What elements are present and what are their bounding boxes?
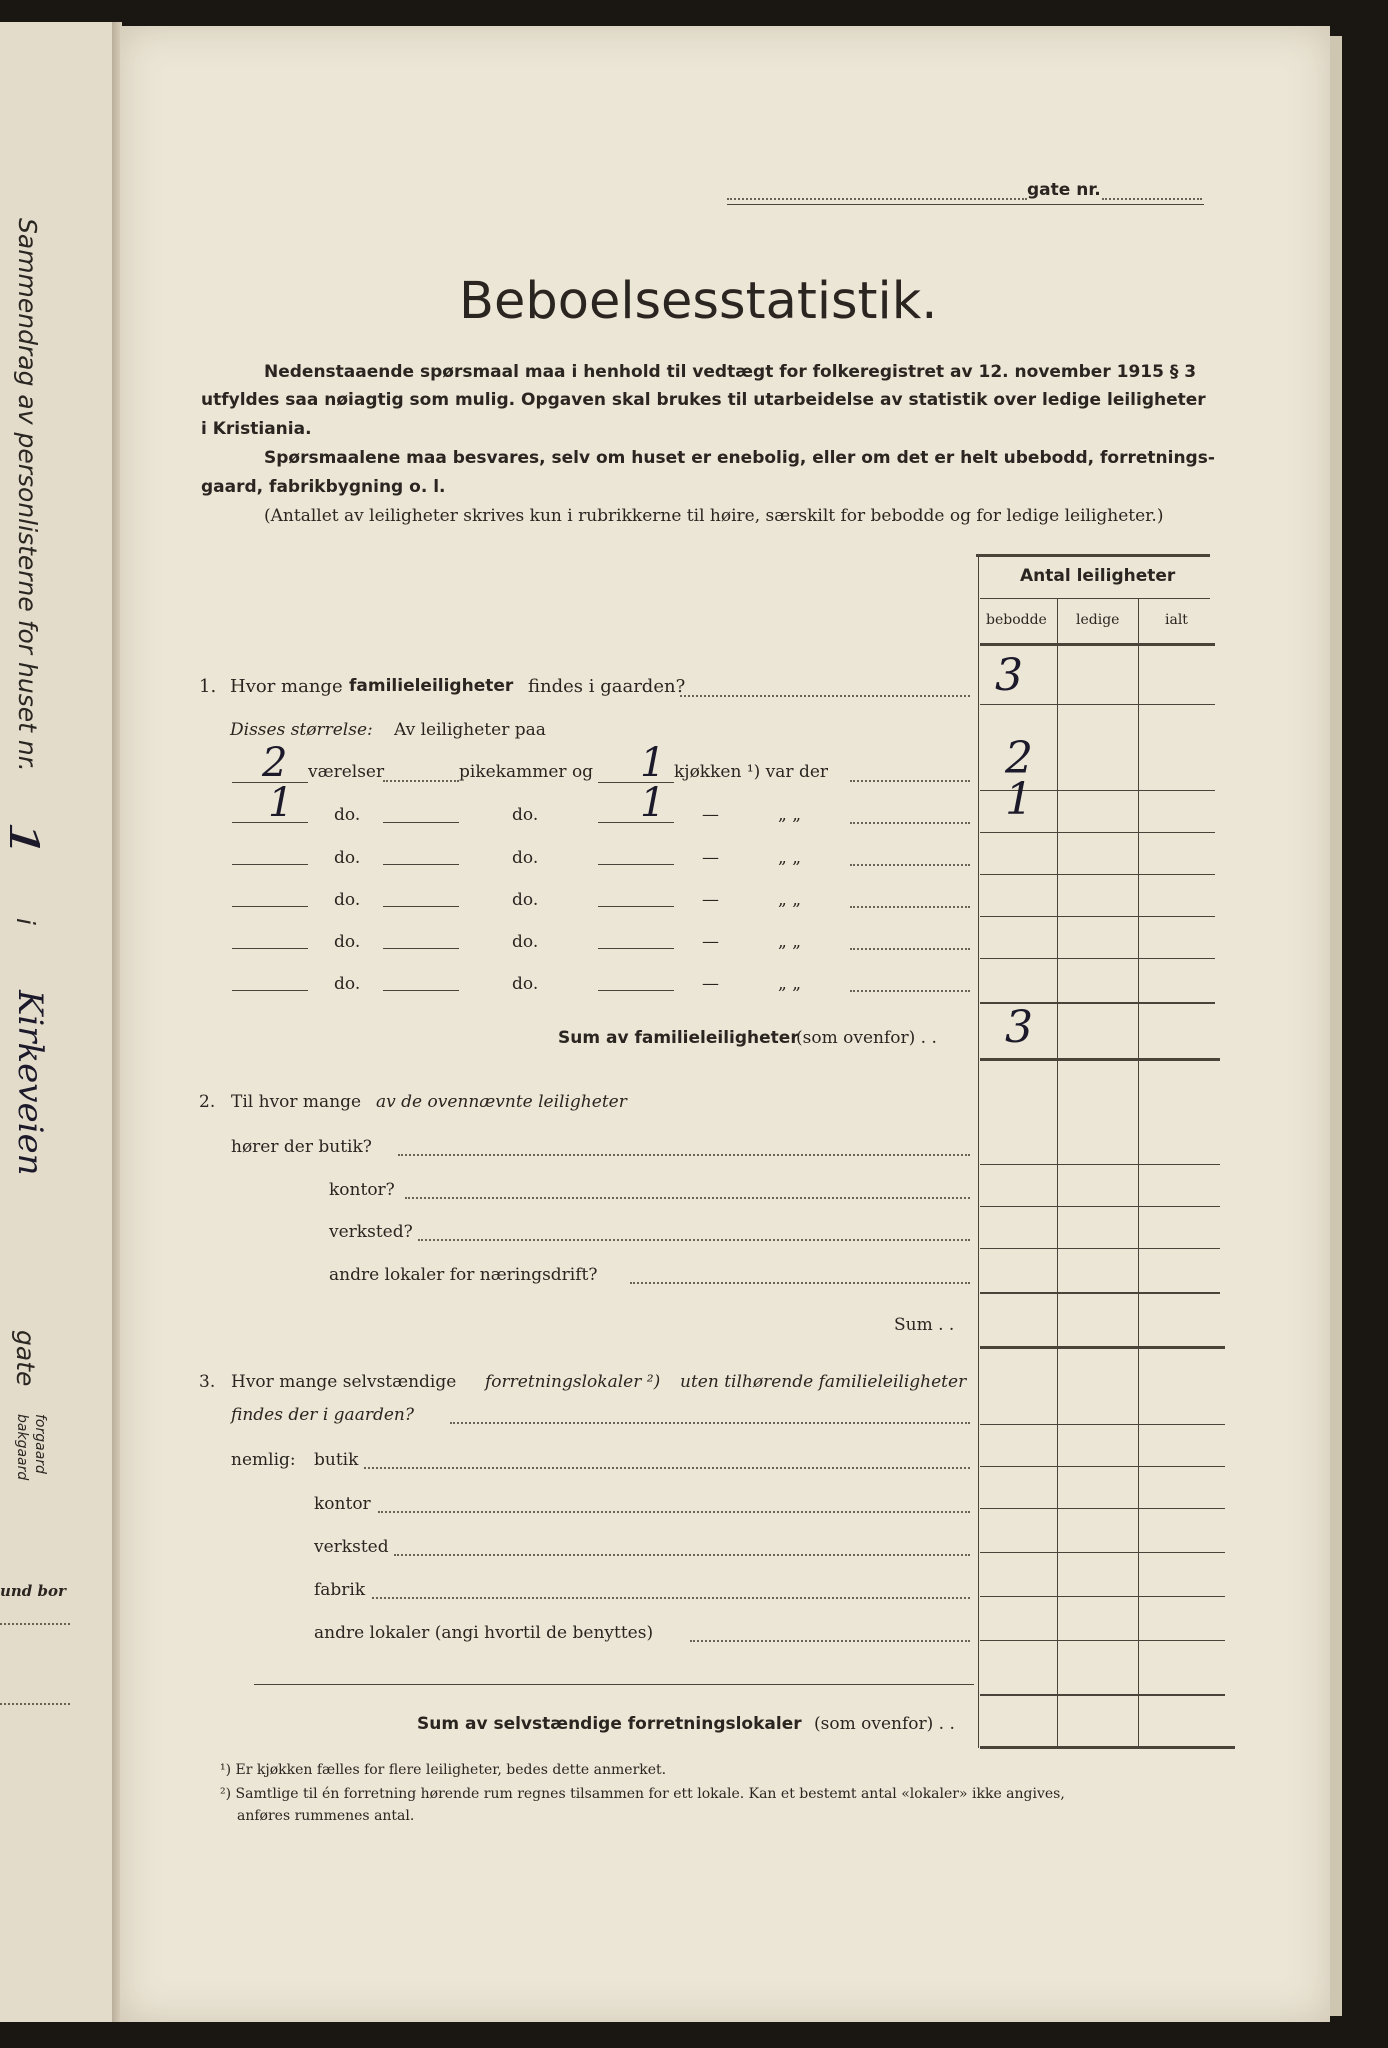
row-count-value: 1 — [1005, 774, 1033, 825]
leader-dots — [418, 1239, 970, 1241]
footnote-2a: ²) Samtlige til én forretning hørende rum regnes tilsammen for ett lokale. Kan et bestemt antal «lokaler» ikke angives, — [220, 1786, 1065, 1802]
table-title: Antal leiligheter — [1020, 566, 1176, 586]
dash: — — [702, 890, 719, 910]
rooms-line — [232, 990, 308, 991]
page-title: Beboelsesstatistik. — [459, 272, 938, 331]
leader-dots — [850, 906, 970, 908]
do-label: do. — [512, 848, 539, 868]
footnote-2b: anføres rummenes antal. — [237, 1808, 415, 1824]
q1-sum-label: Sum av familieleiligheter — [558, 1028, 799, 1048]
row-rule — [980, 874, 1215, 875]
table-col-line — [978, 556, 979, 1748]
page-edge — [1330, 36, 1342, 2016]
intro-line-6: (Antallet av leiligheter skrives kun i rubrikkerne til høire, særskilt for bebodde og for ledige leiligheter.) — [264, 506, 1164, 526]
q2-number: 2. — [199, 1092, 216, 1112]
q2-butik: hører der butik? — [231, 1137, 372, 1157]
col-ialt: ialt — [1165, 612, 1188, 628]
rooms-value: 2 — [262, 740, 288, 786]
q3-sum-label-rest: (som ovenfor) . . — [814, 1714, 955, 1734]
row-rule — [980, 1596, 1225, 1597]
do-label: do. — [334, 890, 361, 910]
q3-text-d: findes der i gaarden? — [231, 1405, 414, 1425]
kitchen-line — [598, 948, 674, 949]
leader-dots — [850, 864, 970, 866]
kitchen-line — [598, 864, 674, 865]
leader-dots — [405, 1197, 970, 1199]
leader-dots — [630, 1282, 970, 1284]
q3-nemlig: nemlig: — [231, 1450, 296, 1470]
kitchen-line — [598, 822, 674, 823]
row-rule — [980, 1424, 1225, 1425]
pikekammer-line — [383, 822, 459, 823]
dash: — — [702, 974, 719, 994]
q3-text-a: Hvor mange selvstændige — [231, 1372, 457, 1392]
q1-text-a: Hvor mange — [230, 676, 343, 697]
kitchen-line — [598, 906, 674, 907]
row-rule — [980, 1248, 1220, 1249]
ditto-marks: „ „ — [778, 848, 802, 868]
margin-summary-text: Sammendrag av personlisterne for huset nr. — [13, 218, 42, 772]
table-bottom-rule — [980, 1746, 1235, 1749]
q2-verksted: verksted? — [329, 1222, 413, 1242]
row-rule — [980, 958, 1215, 959]
section-rule — [980, 1346, 1225, 1349]
dash: — — [702, 805, 719, 825]
q3-butik: butik — [314, 1450, 359, 1470]
table-header-rule — [980, 598, 1210, 599]
q3-fabrik: fabrik — [314, 1580, 366, 1600]
margin-forgaard: forgaard — [32, 1414, 48, 1474]
do-label: do. — [512, 932, 539, 952]
intro-line-2: utfyldes saa nøiagtig som mulig. Opgaven skal brukes til utarbeidelse av statistik over ledige leiligheter — [201, 390, 1206, 410]
q3-text-b: forretningslokaler ²) — [485, 1372, 661, 1392]
leader-dots — [394, 1554, 970, 1556]
row-rule — [980, 704, 1215, 705]
leader-dots — [364, 1467, 970, 1469]
do-label: do. — [334, 974, 361, 994]
kitchen-value: 1 — [640, 780, 666, 826]
col-bebodde: bebodde — [986, 612, 1047, 628]
do-label: do. — [512, 890, 539, 910]
intro-line-1: Nedenstaaende spørsmaal maa i henhold til vedtægt for folkeregistret av 12. november 1915 § 3 — [264, 362, 1197, 382]
leader-dots — [450, 1422, 970, 1424]
dash: — — [702, 932, 719, 952]
table-col-line — [1057, 598, 1058, 1748]
ditto-marks: „ „ — [778, 890, 802, 910]
gate-dotted-line — [727, 198, 1027, 200]
footnote-1: ¹) Er kjøkken fælles for flere leiligheter, bedes dette anmerket. — [220, 1762, 667, 1778]
q1-sum-label-rest: (som ovenfor) . . — [796, 1028, 937, 1048]
intro-line-5: gaard, fabrikbygning o. l. — [201, 477, 446, 497]
do-label: do. — [334, 805, 361, 825]
pikekammer-line — [383, 948, 459, 949]
kjokken-label: kjøkken ¹) var der — [674, 762, 829, 782]
pikekammer-line — [383, 780, 459, 782]
q3-sum-label: Sum av selvstændige forretningslokaler — [417, 1714, 802, 1734]
section-rule — [980, 1058, 1220, 1061]
margin-conj: i — [11, 918, 40, 925]
q2-text-b: av de ovennævnte leiligheter — [376, 1092, 627, 1112]
margin-house-number: 1 — [0, 820, 46, 861]
dash: — — [702, 848, 719, 868]
table-header-bottom-rule — [980, 643, 1215, 646]
rooms-value: 1 — [268, 780, 294, 826]
leader-dots — [850, 822, 970, 824]
row-rule — [980, 1640, 1225, 1641]
q3-text-c: uten tilhørende familieleiligheter — [680, 1372, 967, 1392]
do-label: do. — [512, 805, 539, 825]
pikekammer-line — [383, 906, 459, 907]
leader-dots — [372, 1597, 970, 1599]
intro-line-4: Spørsmaalene maa besvares, selv om huset er enebolig, eller om det er helt ubebodd, forretnings- — [264, 448, 1215, 468]
ditto-marks: „ „ — [778, 932, 802, 952]
leader-dots — [850, 990, 970, 992]
kitchen-value: 1 — [640, 740, 666, 786]
do-label: do. — [334, 848, 361, 868]
leader-dots — [378, 1511, 970, 1513]
q3-kontor: kontor — [314, 1494, 371, 1514]
q2-text-a: Til hvor mange — [231, 1092, 362, 1112]
col-ledige: ledige — [1076, 612, 1120, 628]
q1-sum-value: 3 — [1005, 1002, 1033, 1053]
leader-dots — [398, 1154, 970, 1156]
row-rule — [980, 1466, 1225, 1467]
row-rule — [980, 916, 1215, 917]
leader-dots — [680, 695, 970, 697]
rooms-line — [232, 906, 308, 907]
q3-number: 3. — [199, 1372, 216, 1392]
q2-kontor: kontor? — [329, 1180, 395, 1200]
rooms-line — [232, 948, 308, 949]
q2-andre: andre lokaler for næringsdrift? — [329, 1265, 598, 1285]
q2-sum: Sum . . — [894, 1315, 955, 1335]
pikekammer-line — [383, 990, 459, 991]
vaerelser-label: værelser — [308, 762, 385, 782]
margin-dotted-line — [0, 1703, 70, 1705]
q1-sizes-label: Disses størrelse: — [230, 720, 373, 740]
intro-line-3: i Kristiania. — [201, 419, 312, 439]
row-rule — [980, 1164, 1220, 1165]
pikekammer-label: pikekammer og — [459, 762, 594, 782]
leader-dots — [850, 780, 970, 782]
q1-sizes-text: Av leiligheter paa — [394, 720, 546, 740]
q1-text-c: findes i gaarden? — [528, 676, 686, 697]
row-rule — [980, 1206, 1220, 1207]
table-col-line — [1138, 598, 1139, 1748]
ditto-marks: „ „ — [778, 805, 802, 825]
margin-gate-label: gate — [11, 1330, 40, 1387]
margin-und-bor: und bor — [0, 1582, 66, 1600]
pikekammer-line — [383, 864, 459, 865]
margin-street-name: Kirkeveien — [10, 990, 50, 1176]
q1-number: 1. — [199, 676, 217, 697]
row-rule — [980, 832, 1215, 833]
gate-nr-label: gate nr. — [1027, 180, 1101, 200]
margin-dotted-line — [0, 1623, 70, 1625]
table-top-rule — [976, 554, 1210, 557]
kitchen-line — [598, 990, 674, 991]
margin-bakgaard: bakgaard — [14, 1414, 30, 1481]
leader-dots — [690, 1640, 970, 1642]
leader-dots — [850, 948, 970, 950]
header-rule — [727, 204, 1204, 205]
row-rule — [980, 1694, 1225, 1696]
ditto-marks: „ „ — [778, 974, 802, 994]
q3-andre: andre lokaler (angi hvortil de benyttes) — [314, 1623, 654, 1643]
rooms-line — [232, 822, 308, 823]
rooms-line — [232, 864, 308, 865]
blank-line — [254, 1684, 974, 1685]
q1-answer-bebodde: 3 — [995, 650, 1023, 701]
do-label: do. — [512, 974, 539, 994]
row-count-value: 2 — [1005, 733, 1033, 784]
row-rule — [980, 1508, 1225, 1509]
q3-verksted: verksted — [314, 1537, 389, 1557]
row-rule — [980, 1552, 1225, 1553]
row-rule — [980, 1292, 1220, 1294]
do-label: do. — [334, 932, 361, 952]
q1-text-b: familieleiligheter — [349, 676, 514, 696]
gate-nr-dotted-line — [1102, 198, 1202, 200]
